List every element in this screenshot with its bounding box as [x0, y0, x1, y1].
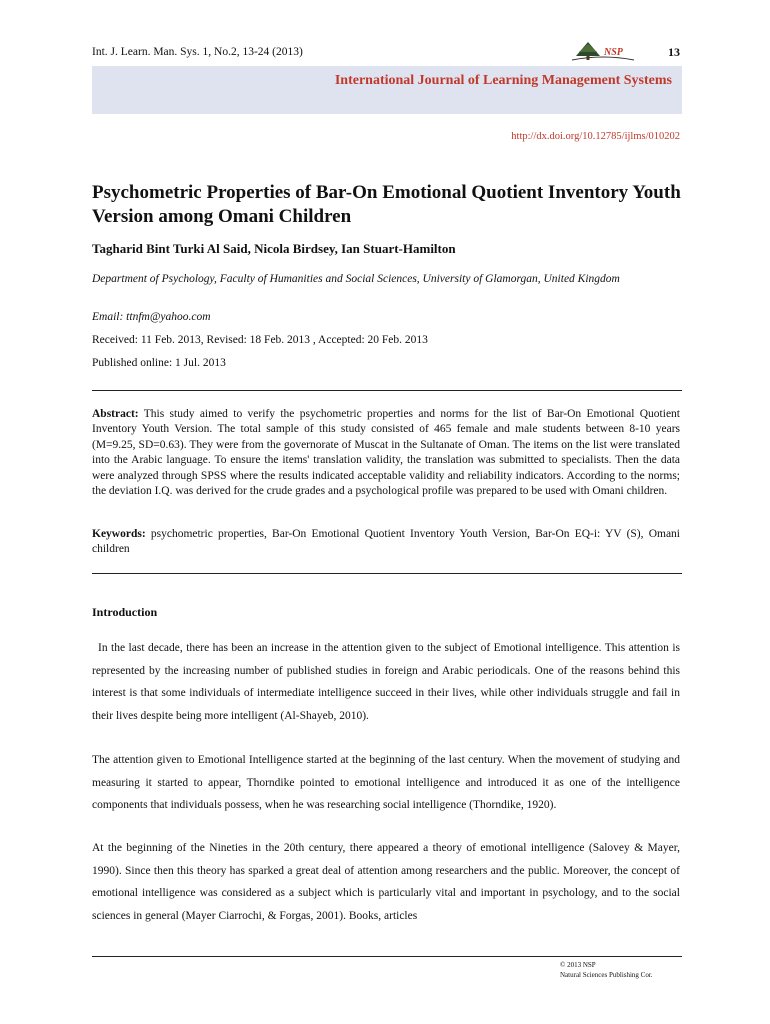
contact-email: Email: ttnfm@yahoo.com [92, 311, 211, 323]
divider-rule [92, 390, 682, 391]
body-paragraph: At the beginning of the Nineties in the 20th century, there appeared a theory of emotional intelligence (Salovey & Mayer, 1990). Since then this theory has sparked a great deal of attention among researchers and the public. Moreover, the concept of emotional intelligence was considered as a subject which is particularly vital and important in psychology, and to the social sciences in general (Mayer Ciarrochi, & Forgas, 2001). Books, articles [92, 842, 680, 922]
journal-name: International Journal of Learning Management Systems [334, 73, 672, 88]
author-list: Tagharid Bint Turki Al Said, Nicola Birdsey, Ian Stuart-Hamilton [92, 241, 456, 256]
submission-dates: Received: 11 Feb. 2013, Revised: 18 Feb. 2013 , Accepted: 20 Feb. 2013 [92, 334, 428, 346]
publisher-name: Natural Sciences Publishing Cor. [560, 971, 653, 979]
footer-copyright [560, 960, 653, 980]
logo-wordmark: NSP [604, 47, 623, 58]
copyright-text: © 2013 NSP [560, 961, 596, 969]
body-paragraph: The attention given to Emotional Intelligence started at the beginning of the last century. When the movement of studying and measuring it started to appear, Thorndike pointed to emotional intelligence and introduced it as one of the intelligence components that individuals possess, when he was researching social intelligence (Thorndike, 1920). [92, 754, 680, 811]
keywords-label: Keywords: [92, 528, 146, 540]
page-number: 13 [668, 45, 680, 59]
paper-title: Psychometric Properties of Bar-On Emotional Quotient Inventory Youth Version among Omani Children [92, 182, 681, 227]
keywords-text: psychometric properties, Bar-On Emotional Quotient Inventory Youth Version, Bar-On EQ-i: YV (S), Omani children [92, 528, 680, 556]
body-paragraph: In the last decade, there has been an increase in the attention given to the subject of Emotional intelligence. This attention is represented by the increasing number of published studies in foreign and Arabic periodicals. One of the reasons behind this interest is that some individuals of intermediate intelligence succeed in their lives, while other individuals struggle and fail in their lives despite being more intelligent (Al-Shayeb, 2010). [92, 642, 680, 722]
doi-link[interactable]: http://dx.doi.org/10.12785/ijlms/010202 [511, 131, 680, 142]
affiliation: Department of Psychology, Faculty of Humanities and Social Sciences, University of Glamorgan, United Kingdom [92, 273, 620, 285]
abstract-text: This study aimed to verify the psychometric properties and norms for the list of Bar-On Emotional Quotient Inventory Youth Version. The total sample of this study consisted of 465 female and male students between 8-10 years (M=9.25, SD=0.63). They were from the governorate of Muscat in the Sultanate of Oman. The items on the list were translated into the Arabic language. To ensure the items' translation validity, the translation was submitted to specialists. Then the data were analyzed through SPSS where the results indicated acceptable validity and reliability indicators. According to the norms; the deviation I.Q. was derived for the crude grades and a psychological profile was prepared to be used with Omani children. [92, 408, 680, 498]
nsp-logo [570, 38, 636, 62]
divider-rule [92, 573, 682, 574]
journal-banner [92, 66, 682, 114]
abstract [92, 407, 680, 499]
tree-logo-icon [570, 38, 636, 62]
section-heading: Introduction [92, 605, 158, 619]
footer-rule [92, 956, 682, 957]
published-date: Published online: 1 Jul. 2013 [92, 357, 226, 369]
keywords [92, 527, 680, 558]
abstract-label: Abstract: [92, 408, 139, 420]
running-head: Int. J. Learn. Man. Sys. 1, No.2, 13-24 (2013) [92, 46, 303, 58]
